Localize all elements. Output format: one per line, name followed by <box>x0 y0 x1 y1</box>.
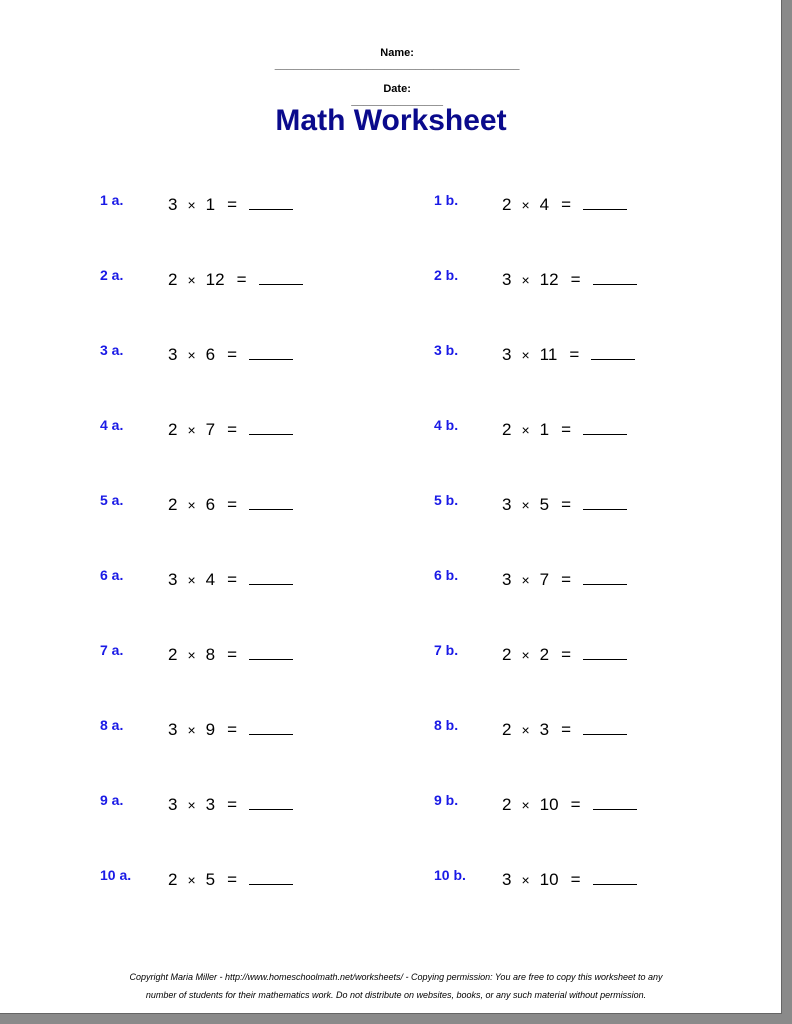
multiply-sign: × <box>521 347 530 363</box>
answer-blank[interactable] <box>249 647 293 660</box>
problem-label: 10 b. <box>434 867 466 883</box>
operand-b: 9 <box>205 720 216 739</box>
operand-b: 10 <box>539 870 559 889</box>
answer-blank[interactable] <box>593 872 637 885</box>
problem-expression <box>168 270 303 290</box>
footer-line-1: Copyright Maria Miller - http://www.homeschoolmath.net/worksheets/ - Copying permission: You are free to copy this worksheet to any <box>129 972 663 982</box>
operand-b: 5 <box>539 495 550 514</box>
answer-blank[interactable] <box>583 572 627 585</box>
answer-blank[interactable] <box>583 197 627 210</box>
problem-expression <box>168 570 293 590</box>
answer-blank[interactable] <box>583 497 627 510</box>
problem-expression <box>502 795 637 815</box>
operand-a: 2 <box>502 645 512 664</box>
problem-expression <box>168 870 293 890</box>
answer-blank[interactable] <box>593 272 637 285</box>
copyright-footer <box>0 968 792 1004</box>
multiply-sign: × <box>521 497 530 513</box>
problem-expression <box>502 720 627 740</box>
problem-label: 6 b. <box>434 567 459 583</box>
multiply-sign: × <box>521 197 530 213</box>
name-line: ________________________________________ <box>274 59 520 71</box>
equals-sign: = <box>227 495 238 514</box>
answer-blank[interactable] <box>593 797 637 810</box>
answer-blank[interactable] <box>249 422 293 435</box>
multiply-sign: × <box>187 722 196 738</box>
multiply-sign: × <box>521 647 530 663</box>
equals-sign: = <box>561 195 572 214</box>
operand-a: 3 <box>168 345 178 364</box>
operand-a: 3 <box>168 720 178 739</box>
problem-label: 7 a. <box>100 642 124 658</box>
answer-blank[interactable] <box>249 197 293 210</box>
operand-a: 2 <box>502 720 512 739</box>
operand-b: 5 <box>205 870 216 889</box>
problem-expression <box>168 720 293 740</box>
operand-b: 6 <box>205 495 216 514</box>
operand-b: 7 <box>539 570 550 589</box>
answer-blank[interactable] <box>249 872 293 885</box>
operand-b: 6 <box>205 345 216 364</box>
operand-b: 1 <box>539 420 550 439</box>
problem-label: 7 b. <box>434 642 459 658</box>
answer-blank[interactable] <box>583 422 627 435</box>
problem-label: 5 a. <box>100 492 124 508</box>
operand-a: 2 <box>168 270 178 289</box>
operand-b: 11 <box>539 345 558 364</box>
problem-expression <box>502 645 627 665</box>
operand-a: 3 <box>168 195 178 214</box>
operand-a: 2 <box>502 420 512 439</box>
answer-blank[interactable] <box>583 647 627 660</box>
equals-sign: = <box>570 870 581 889</box>
answer-blank[interactable] <box>249 797 293 810</box>
equals-sign: = <box>227 195 238 214</box>
answer-blank[interactable] <box>249 347 293 360</box>
answer-blank[interactable] <box>259 272 303 285</box>
multiply-sign: × <box>521 272 530 288</box>
operand-a: 2 <box>168 870 178 889</box>
operand-a: 3 <box>502 570 512 589</box>
name-label: Name: <box>380 47 414 59</box>
operand-a: 3 <box>168 570 178 589</box>
problem-label: 3 b. <box>434 342 459 358</box>
problem-expression <box>168 345 293 365</box>
answer-blank[interactable] <box>249 497 293 510</box>
answer-blank[interactable] <box>591 347 635 360</box>
answer-blank[interactable] <box>583 722 627 735</box>
operand-b: 1 <box>205 195 216 214</box>
operand-b: 12 <box>205 270 225 289</box>
multiply-sign: × <box>187 197 196 213</box>
problem-label: 9 b. <box>434 792 459 808</box>
answer-blank[interactable] <box>249 572 293 585</box>
problem-label: 1 b. <box>434 192 459 208</box>
operand-b: 8 <box>205 645 216 664</box>
problem-expression <box>168 195 293 215</box>
date-line: _______________ <box>351 95 443 107</box>
problem-expression <box>168 420 293 440</box>
problem-label: 8 a. <box>100 717 124 733</box>
equals-sign: = <box>227 645 238 664</box>
multiply-sign: × <box>187 347 196 363</box>
problem-label: 10 a. <box>100 867 132 883</box>
equals-sign: = <box>227 420 238 439</box>
problem-label: 4 b. <box>434 417 459 433</box>
operand-b: 4 <box>539 195 550 214</box>
equals-sign: = <box>227 570 238 589</box>
operand-b: 12 <box>539 270 559 289</box>
operand-b: 3 <box>205 795 216 814</box>
equals-sign: = <box>227 720 238 739</box>
problem-label: 1 a. <box>100 192 124 208</box>
multiply-sign: × <box>187 797 196 813</box>
equals-sign: = <box>227 870 238 889</box>
multiply-sign: × <box>187 572 196 588</box>
problem-expression <box>502 570 627 590</box>
equals-sign: = <box>561 495 572 514</box>
problem-expression <box>502 345 635 365</box>
operand-a: 2 <box>168 495 178 514</box>
multiply-sign: × <box>521 572 530 588</box>
problem-expression <box>168 795 293 815</box>
operand-a: 3 <box>168 795 178 814</box>
problem-label: 4 a. <box>100 417 124 433</box>
answer-blank[interactable] <box>249 722 293 735</box>
operand-b: 7 <box>205 420 216 439</box>
operand-a: 2 <box>502 795 512 814</box>
equals-sign: = <box>561 645 572 664</box>
operand-b: 10 <box>539 795 559 814</box>
operand-a: 3 <box>502 345 512 364</box>
problem-label: 5 b. <box>434 492 459 508</box>
problem-expression <box>502 495 627 515</box>
equals-sign: = <box>561 420 572 439</box>
problem-label: 2 b. <box>434 267 459 283</box>
operand-a: 2 <box>502 195 512 214</box>
problem-expression <box>168 645 293 665</box>
equals-sign: = <box>569 345 580 364</box>
operand-a: 3 <box>502 870 512 889</box>
operand-b: 3 <box>539 720 550 739</box>
operand-b: 4 <box>205 570 216 589</box>
multiply-sign: × <box>187 272 196 288</box>
problem-label: 9 a. <box>100 792 124 808</box>
equals-sign: = <box>227 345 238 364</box>
equals-sign: = <box>570 795 581 814</box>
problem-expression <box>502 270 637 290</box>
operand-a: 3 <box>502 270 512 289</box>
problem-expression <box>502 420 627 440</box>
date-label: Date: <box>383 83 411 95</box>
multiply-sign: × <box>187 872 196 888</box>
equals-sign: = <box>227 795 238 814</box>
problem-label: 2 a. <box>100 267 124 283</box>
problem-expression <box>502 195 627 215</box>
multiply-sign: × <box>187 647 196 663</box>
page-title: Math Worksheet <box>275 104 507 137</box>
equals-sign: = <box>561 720 572 739</box>
multiply-sign: × <box>521 872 530 888</box>
equals-sign: = <box>570 270 581 289</box>
operand-a: 2 <box>168 420 178 439</box>
problem-label: 3 a. <box>100 342 124 358</box>
equals-sign: = <box>561 570 572 589</box>
operand-b: 2 <box>539 645 550 664</box>
problem-label: 8 b. <box>434 717 459 733</box>
footer-line-2: number of students for their mathematics work. Do not distribute on websites, books, or any such material without permission. <box>145 990 647 1000</box>
multiply-sign: × <box>521 722 530 738</box>
multiply-sign: × <box>187 422 196 438</box>
operand-a: 2 <box>168 645 178 664</box>
multiply-sign: × <box>187 497 196 513</box>
problem-expression <box>168 495 293 515</box>
multiply-sign: × <box>521 422 530 438</box>
problem-label: 6 a. <box>100 567 124 583</box>
problem-expression <box>502 870 637 890</box>
multiply-sign: × <box>521 797 530 813</box>
operand-a: 3 <box>502 495 512 514</box>
equals-sign: = <box>236 270 247 289</box>
